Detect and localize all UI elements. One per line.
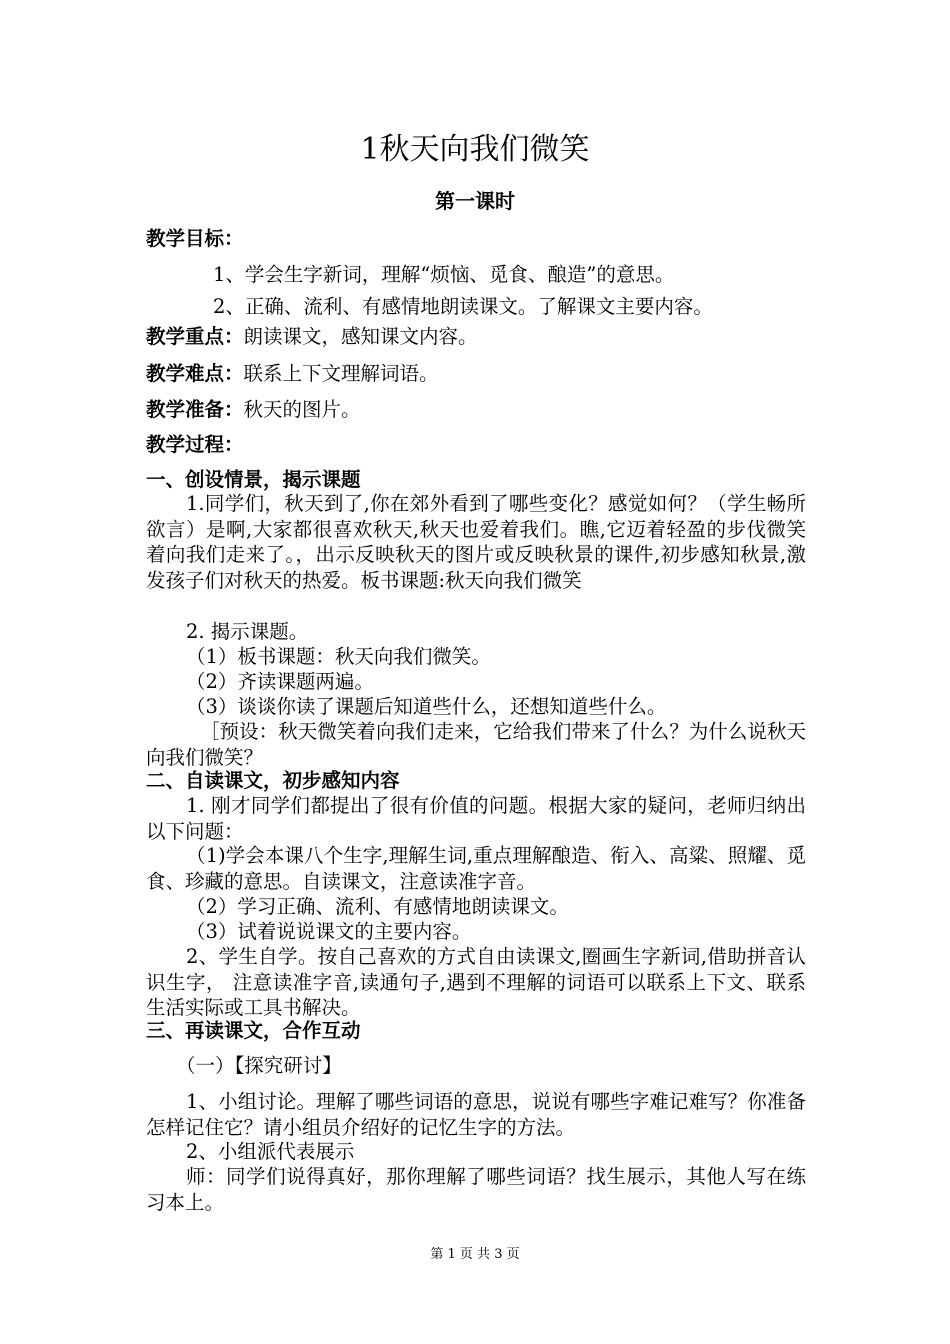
section-2-paragraph-1: 1. 刚才同学们都提出了很有价值的问题。根据大家的疑问，老师归纳出以下问题： [146, 794, 806, 843]
page-footer: 第 1 页 共 3 页 [430, 1247, 520, 1262]
key-point [146, 324, 806, 350]
section-2-item-2: （2）学习正确、流利、有感情地朗读课文。 [186, 895, 569, 918]
document-title: 1秋天向我们微笑 [360, 132, 590, 167]
section-2-item-3: （3）试着说说课文的主要内容。 [186, 920, 472, 943]
section-1-paragraph-2: 2. 揭示课题。 [186, 620, 309, 643]
section-2-heading: 二、自读课文，初步感知内容 [146, 769, 400, 792]
section-2-item-1: （1)学会本课八个生字,理解生词,重点理解酿造、衔入、高粱、照耀、觅食、珍藏的意思。自读课文，注意读准字音。 [146, 844, 806, 893]
preparation [146, 397, 806, 423]
section-3-heading: 三、再读课文，合作互动 [146, 1019, 361, 1042]
section-1-item-2: （2）齐读课题两遍。 [186, 670, 374, 693]
difficulty [146, 361, 806, 387]
process-label: 教学过程： [146, 433, 244, 456]
objective-2: 2、正确、流利、有感情地朗读课文。了解课文主要内容。 [213, 295, 713, 318]
section-3-paragraph-1: 1、小组讨论。理解了哪些词语的意思，说说有哪些字难记难写？你准备怎样记住它？请小组员介绍好的记忆生字的方法。 [146, 1090, 806, 1139]
difficulty-text: 联系上下文理解词语。 [243, 362, 439, 385]
section-2-paragraph-2: 2、学生自学。按自己喜欢的方式自由读课文,圈画生字新词,借助拼音认识生字， 注意读准字音,读通句子,遇到不理解的词语可以联系上下文、联系生活实际或工具书解决。 [146, 945, 806, 1019]
section-3-paragraph-2: 2、小组派代表展示 [186, 1140, 355, 1163]
objective-1: 1、学会生字新词，理解“烦恼、觅食、酿造”的意思。 [213, 263, 675, 286]
key-point-text: 朗读课文，感知课文内容。 [243, 325, 478, 348]
difficulty-label: 教学难点： [146, 362, 244, 385]
section-1-paragraph-1: 1.同学们，秋天到了,你在郊外看到了哪些变化？感觉如何？（学生畅所欲言）是啊,大家都很喜欢秋天,秋天也爱着我们。瞧,它迈着轻盈的步伐微笑着向我们走来了。，出示反映秋天的图片或反映秋景的课件,初步感知秋景,激发孩子们对秋天的热爱。板书课题:秋天向我们微笑 [146, 492, 806, 592]
preparation-text: 秋天的图片。 [243, 398, 361, 421]
section-3-paragraph-3: 师：同学们说得真好，那你理解了哪些词语？找生展示，其他人写在练习本上。 [146, 1165, 806, 1214]
objectives-label: 教学目标： [146, 227, 244, 250]
section-1-preset: ［预设：秋天微笑着向我们走来，它给我们带来了什么？为什么说秋天向我们微笑？ [146, 720, 806, 769]
section-1-item-1: （1）板书课题：秋天向我们微笑。 [186, 645, 491, 668]
section-1-item-3: （3）谈谈你读了课题后知道些什么，还想知道些什么。 [186, 695, 667, 718]
section-3-subheading: （一）【探究研讨】 [176, 1054, 342, 1077]
lesson-subtitle: 第一课时 [435, 189, 515, 213]
section-1-heading: 一、创设情景，揭示课题 [146, 468, 361, 491]
key-point-label: 教学重点： [146, 325, 244, 348]
preparation-label: 教学准备： [146, 398, 244, 421]
